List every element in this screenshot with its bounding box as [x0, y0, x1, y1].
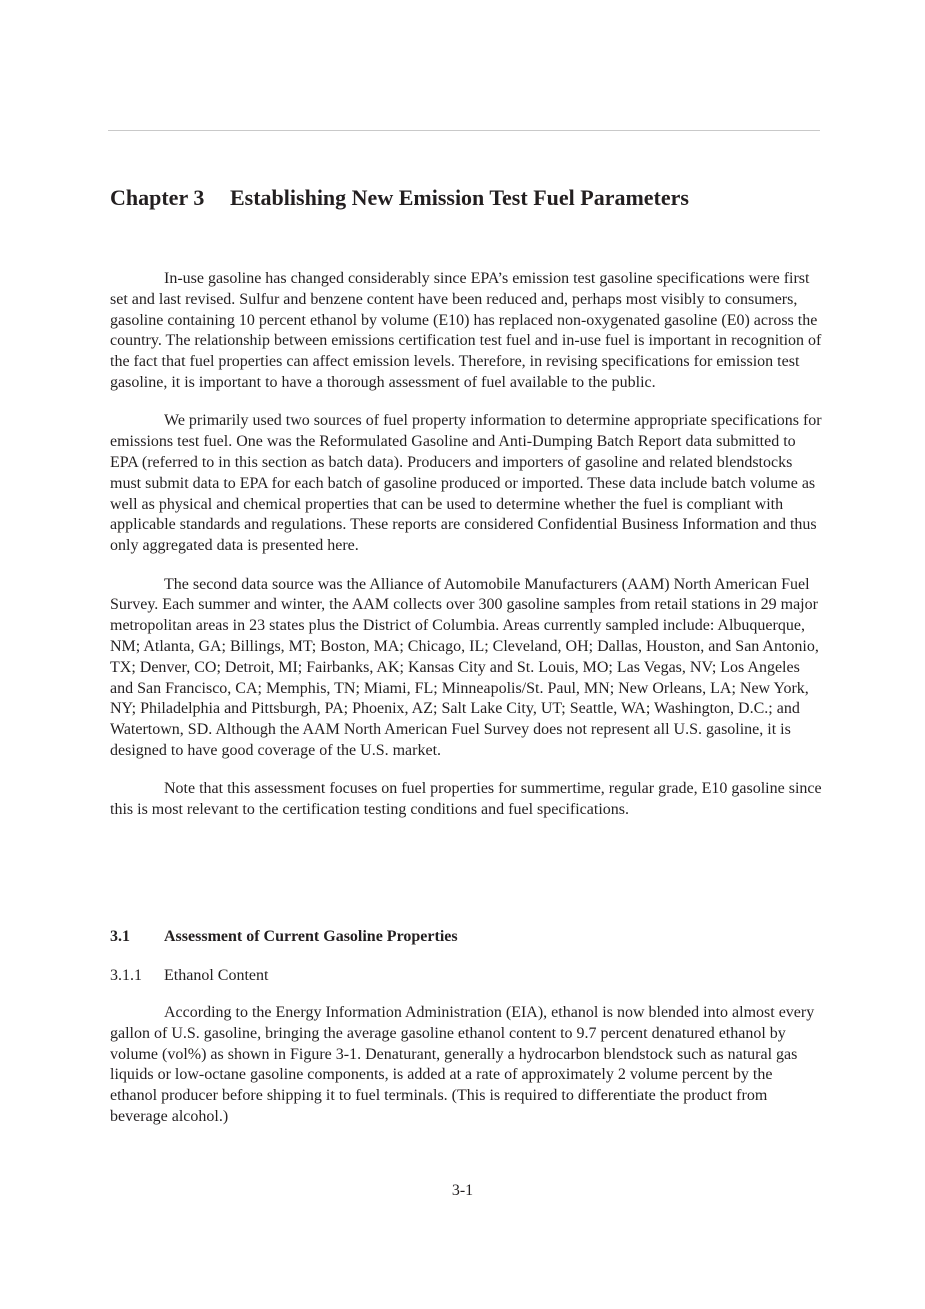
- paragraph-in-use-gasoline: In-use gasoline has changed considerably since EPA’s emission test gasoline specifications were first set and last revised. Sulfur and benzene content have been reduced and, perhaps most visibly to consumers, gasoline containing 10 percent ethanol by volume (E10) has replaced non-oxygenated gasoline (E0) across the country. The relationship between emissions certification test fuel and in-use fuel is important in recognition of the fact that fuel properties can affect emission levels. Therefore, in revising specifications for emission test gasoline, it is important to have a thorough assessment of fuel available to the public.: [110, 270, 822, 391]
- ethanol-text-block: [110, 1003, 822, 1145]
- paragraph-fuel-property-sources: We primarily used two sources of fuel property information to determine appropriate specifications for emissions test fuel. One was the Reformulated Gasoline and Anti-Dumping Batch Report data submitted to EPA (referred to in this section as batch data). Producers and importers of gasoline and related blendstocks must submit data to EPA for each batch of gasoline produced or imported. These data include batch volume as well as physical and chemical properties that can be used to determine whether the fuel is compliant with applicable standards and regulations. These reports are considered Confidential Business Information and thus only aggregated data is presented here.: [110, 412, 822, 555]
- section-number: 3.1: [110, 928, 130, 945]
- subsection-title: Ethanol Content: [164, 967, 269, 984]
- paragraph-ethanol-content: According to the Energy Information Administration (EIA), ethanol is now blended into almost every gallon of U.S. gasoline, bringing the average gasoline ethanol content to 9.7 percent denatured ethanol by volume (vol%) as shown in Figure 3-1. Denaturant, generally a hydrocarbon blendstock such as natural gas liquids or low-octane gasoline components, is added at a rate of approximately 2 volume percent by the ethanol producer before shipping it to fuel terminals. (This is required to differentiate the product from beverage alcohol.): [110, 1004, 815, 1125]
- chapter-title: [110, 183, 689, 213]
- paragraph-aam-survey: The second data source was the Alliance of Automobile Manufacturers (AAM) North American Fuel Survey. Each summer and winter, the AAM collects over 300 gasoline samples from retail stations in 29 major metropolitan areas in 23 states plus the District of Columbia. Areas currently sampled include: Albuquerque, NM; Atlanta, GA; Billings, MT; Boston, MA; Chicago, IL; Cleveland, OH; Dallas, Houston, and San Antonio, TX; Denver, CO; Detroit, MI; Fairbanks, AK; Kansas City and St. Louis, MO; Las Vegas, NV; Los Angeles and San Francisco, CA; Memphis, TN; Miami, FL; Minneapolis/St. Paul, MN; New Orleans, LA; New York, NY; Philadelphia and Pittsburgh, PA; Phoenix, AZ; Salt Lake City, UT; Seattle, WA; Washington, D.C.; and Watertown, SD. Although the AAM North American Fuel Survey does not represent all U.S. gasoline, it is designed to have good coverage of the U.S. market.: [110, 575, 819, 759]
- page-number: 3-1: [451, 1182, 474, 1199]
- subsection-heading: [110, 965, 268, 987]
- chapter-title-text: Establishing New Emission Test Fuel Parameters: [230, 185, 689, 210]
- paragraph-assessment-focus: Note that this assessment focuses on fuel properties for summertime, regular grade, E10 gasoline since this is most relevant to the certification testing conditions and fuel specifications.: [110, 780, 822, 819]
- section-title: Assessment of Current Gasoline Properties: [164, 928, 458, 945]
- intro-text-block: [110, 269, 822, 839]
- chapter-number: Chapter 3: [110, 185, 205, 210]
- subsection-number: 3.1.1: [110, 967, 142, 984]
- header-rule: [108, 130, 820, 131]
- section-heading: [110, 926, 458, 948]
